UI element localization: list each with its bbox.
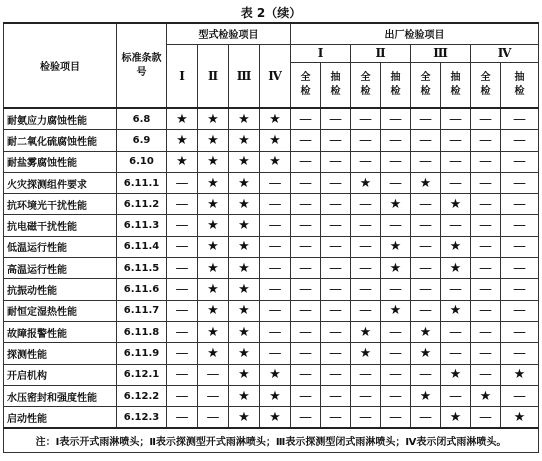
row-mark: — — [321, 130, 351, 151]
row-mark: — — [291, 321, 321, 342]
footnote: 注：Ⅰ表示开式雨淋喷头；Ⅱ表示探测型开式雨淋喷头；Ⅲ表示探测型闭式雨淋喷头；Ⅳ表示闭式雨淋喷头。 — [4, 428, 539, 453]
table-body — [4, 108, 539, 428]
row-mark: — — [321, 321, 351, 342]
row-mark: ★ — [351, 343, 381, 364]
row-mark: — — [167, 172, 198, 193]
table-row — [4, 194, 539, 215]
row-mark: — — [471, 300, 501, 321]
row-mark: ★ — [229, 343, 260, 364]
row-mark: — — [381, 151, 411, 172]
row-mark: ★ — [381, 258, 411, 279]
row-mark: — — [411, 407, 441, 429]
row-mark: — — [441, 151, 471, 172]
row-mark: — — [321, 300, 351, 321]
row-clause: 6.11.6 — [117, 279, 167, 300]
table-row — [4, 407, 539, 429]
row-mark: ★ — [198, 172, 229, 193]
row-mark: ★ — [381, 194, 411, 215]
row-mark: — — [198, 385, 229, 406]
row-mark: ★ — [198, 215, 229, 236]
row-mark: — — [351, 364, 381, 385]
row-clause: 6.11.5 — [117, 258, 167, 279]
row-mark: — — [321, 215, 351, 236]
row-item-name: 耐恒定湿热性能 — [4, 300, 117, 321]
row-mark: ★ — [198, 300, 229, 321]
row-mark: ★ — [441, 364, 471, 385]
row-mark: — — [260, 172, 291, 193]
type-col-4: Ⅳ — [260, 44, 291, 108]
row-mark: — — [441, 172, 471, 193]
factory-full-2: 全检 — [351, 62, 381, 108]
row-clause: 6.9 — [117, 130, 167, 151]
row-mark: — — [167, 321, 198, 342]
row-mark: — — [167, 407, 198, 429]
row-mark: — — [501, 385, 539, 406]
row-mark: ★ — [441, 194, 471, 215]
row-mark: ★ — [167, 108, 198, 130]
table-row — [4, 130, 539, 151]
type-col-2: Ⅱ — [198, 44, 229, 108]
row-mark: — — [291, 236, 321, 257]
row-mark: ★ — [260, 364, 291, 385]
row-mark: — — [501, 300, 539, 321]
row-mark: — — [351, 300, 381, 321]
row-mark: — — [501, 172, 539, 193]
row-mark: — — [260, 279, 291, 300]
row-clause: 6.11.2 — [117, 194, 167, 215]
row-mark: — — [321, 236, 351, 257]
row-mark: — — [291, 215, 321, 236]
row-mark: — — [351, 215, 381, 236]
row-mark: — — [260, 194, 291, 215]
row-mark: — — [411, 279, 441, 300]
row-mark: — — [441, 108, 471, 130]
row-mark: — — [381, 364, 411, 385]
header-type-test: 型式检验项目 — [167, 23, 291, 44]
factory-group-2: Ⅱ — [351, 44, 411, 62]
row-mark: — — [441, 385, 471, 406]
row-mark: — — [441, 279, 471, 300]
row-item-name: 低温运行性能 — [4, 236, 117, 257]
table-row — [4, 364, 539, 385]
table-row — [4, 151, 539, 172]
row-mark: — — [351, 236, 381, 257]
row-item-name: 故障报警性能 — [4, 321, 117, 342]
row-mark: ★ — [229, 215, 260, 236]
row-mark: — — [291, 151, 321, 172]
row-mark: ★ — [229, 385, 260, 406]
row-mark: — — [351, 258, 381, 279]
row-mark: ★ — [441, 236, 471, 257]
row-mark: — — [411, 108, 441, 130]
row-mark: — — [441, 130, 471, 151]
row-mark: — — [381, 407, 411, 429]
row-mark: — — [321, 364, 351, 385]
row-mark: — — [411, 194, 441, 215]
row-mark: ★ — [198, 130, 229, 151]
row-mark: — — [291, 300, 321, 321]
row-mark: ★ — [411, 172, 441, 193]
row-mark: — — [471, 151, 501, 172]
row-mark: — — [411, 151, 441, 172]
row-mark: ★ — [411, 321, 441, 342]
row-mark: — — [321, 172, 351, 193]
inspection-table — [3, 22, 539, 453]
row-mark: — — [471, 343, 501, 364]
header-factory-test: 出厂检验项目 — [291, 23, 539, 44]
row-mark: ★ — [198, 258, 229, 279]
row-mark: — — [501, 321, 539, 342]
row-mark: — — [291, 108, 321, 130]
factory-full-3: 全检 — [411, 62, 441, 108]
row-mark: — — [441, 215, 471, 236]
row-mark: — — [381, 130, 411, 151]
row-mark: ★ — [198, 321, 229, 342]
row-mark: — — [411, 215, 441, 236]
row-mark: — — [381, 108, 411, 130]
row-mark: — — [501, 130, 539, 151]
row-mark: ★ — [260, 385, 291, 406]
row-mark: ★ — [441, 300, 471, 321]
factory-group-1: Ⅰ — [291, 44, 351, 62]
row-mark: — — [167, 236, 198, 257]
row-mark: — — [501, 258, 539, 279]
header-item: 检验项目 — [4, 23, 117, 108]
table-row — [4, 343, 539, 364]
table-row — [4, 215, 539, 236]
table-row — [4, 300, 539, 321]
type-col-3: Ⅲ — [229, 44, 260, 108]
row-mark: ★ — [260, 130, 291, 151]
row-clause: 6.12.1 — [117, 364, 167, 385]
row-mark: — — [167, 258, 198, 279]
type-col-1: Ⅰ — [167, 44, 198, 108]
row-mark: — — [471, 364, 501, 385]
row-clause: 6.11.8 — [117, 321, 167, 342]
row-mark: ★ — [441, 258, 471, 279]
row-mark: — — [167, 215, 198, 236]
row-mark: ★ — [441, 407, 471, 429]
row-mark: — — [471, 258, 501, 279]
factory-group-4: Ⅳ — [471, 44, 539, 62]
table-row — [4, 385, 539, 406]
row-mark: ★ — [501, 364, 539, 385]
row-mark: ★ — [381, 300, 411, 321]
row-mark: — — [471, 321, 501, 342]
table-row — [4, 236, 539, 257]
row-mark: — — [381, 343, 411, 364]
row-mark: ★ — [198, 151, 229, 172]
row-mark: — — [381, 215, 411, 236]
row-mark: — — [411, 258, 441, 279]
row-mark: — — [381, 172, 411, 193]
row-mark: — — [351, 385, 381, 406]
row-mark: — — [471, 194, 501, 215]
factory-group-3: Ⅲ — [411, 44, 471, 62]
row-mark: — — [167, 343, 198, 364]
row-mark: — — [291, 130, 321, 151]
row-mark: — — [501, 343, 539, 364]
row-mark: — — [167, 194, 198, 215]
row-mark: — — [291, 194, 321, 215]
row-mark: ★ — [411, 343, 441, 364]
row-mark: ★ — [229, 194, 260, 215]
row-mark: ★ — [260, 108, 291, 130]
factory-full-4: 全检 — [471, 62, 501, 108]
row-mark: — — [260, 258, 291, 279]
row-mark: — — [441, 343, 471, 364]
row-clause: 6.11.9 — [117, 343, 167, 364]
row-item-name: 耐二氧化硫腐蚀性能 — [4, 130, 117, 151]
row-clause: 6.8 — [117, 108, 167, 130]
row-mark: — — [291, 258, 321, 279]
factory-sample-4: 抽检 — [501, 62, 539, 108]
row-mark: ★ — [229, 279, 260, 300]
row-mark: — — [471, 172, 501, 193]
row-mark: ★ — [198, 194, 229, 215]
row-mark: — — [291, 343, 321, 364]
row-mark: ★ — [381, 236, 411, 257]
row-mark: ★ — [229, 236, 260, 257]
row-mark: ★ — [260, 407, 291, 429]
row-mark: — — [291, 407, 321, 429]
row-mark: ★ — [229, 151, 260, 172]
row-mark: — — [260, 236, 291, 257]
row-mark: — — [321, 407, 351, 429]
row-mark: — — [321, 108, 351, 130]
row-mark: — — [501, 279, 539, 300]
row-mark: — — [501, 236, 539, 257]
row-mark: ★ — [501, 407, 539, 429]
row-mark: ★ — [229, 300, 260, 321]
row-item-name: 高温运行性能 — [4, 258, 117, 279]
row-mark: — — [411, 236, 441, 257]
row-mark: ★ — [471, 385, 501, 406]
row-mark: — — [321, 194, 351, 215]
row-clause: 6.12.2 — [117, 385, 167, 406]
row-item-name: 启动性能 — [4, 407, 117, 429]
row-mark: — — [471, 215, 501, 236]
row-mark: — — [411, 300, 441, 321]
row-clause: 6.11.3 — [117, 215, 167, 236]
row-mark: ★ — [411, 385, 441, 406]
row-item-name: 耐氨应力腐蚀性能 — [4, 108, 117, 130]
row-mark: — — [351, 108, 381, 130]
row-clause: 6.11.1 — [117, 172, 167, 193]
table-row — [4, 108, 539, 130]
row-mark: ★ — [229, 172, 260, 193]
table-caption: 表 2（续） — [240, 6, 302, 20]
row-mark: — — [321, 343, 351, 364]
row-mark: — — [351, 407, 381, 429]
row-mark: — — [198, 364, 229, 385]
row-mark: — — [291, 364, 321, 385]
row-mark: ★ — [229, 407, 260, 429]
row-mark: — — [351, 151, 381, 172]
row-mark: — — [167, 279, 198, 300]
row-clause: 6.11.4 — [117, 236, 167, 257]
row-mark: ★ — [229, 364, 260, 385]
table-row — [4, 279, 539, 300]
row-mark: — — [411, 130, 441, 151]
row-mark: — — [441, 321, 471, 342]
row-mark: — — [381, 385, 411, 406]
row-mark: — — [167, 364, 198, 385]
row-mark: — — [260, 321, 291, 342]
factory-sample-1: 抽检 — [321, 62, 351, 108]
row-mark: ★ — [229, 321, 260, 342]
row-mark: ★ — [351, 172, 381, 193]
row-mark: — — [471, 108, 501, 130]
row-item-name: 抗环境光干扰性能 — [4, 194, 117, 215]
row-item-name: 探测性能 — [4, 343, 117, 364]
row-clause: 6.11.7 — [117, 300, 167, 321]
table-row — [4, 172, 539, 193]
row-mark: — — [471, 279, 501, 300]
row-clause: 6.10 — [117, 151, 167, 172]
row-mark: — — [471, 236, 501, 257]
table-row — [4, 258, 539, 279]
row-mark: — — [321, 385, 351, 406]
row-mark: — — [411, 364, 441, 385]
factory-full-1: 全检 — [291, 62, 321, 108]
row-mark: ★ — [351, 321, 381, 342]
factory-sample-2: 抽检 — [381, 62, 411, 108]
row-mark: — — [381, 321, 411, 342]
row-mark: ★ — [229, 130, 260, 151]
factory-sample-3: 抽检 — [441, 62, 471, 108]
row-mark: — — [198, 407, 229, 429]
row-mark: — — [167, 385, 198, 406]
row-mark: — — [501, 151, 539, 172]
row-mark: — — [501, 108, 539, 130]
row-mark: — — [321, 258, 351, 279]
row-mark: — — [291, 279, 321, 300]
row-mark: — — [291, 172, 321, 193]
row-mark: ★ — [167, 151, 198, 172]
row-mark: ★ — [260, 151, 291, 172]
row-mark: — — [381, 279, 411, 300]
row-mark: — — [471, 407, 501, 429]
row-item-name: 抗电磁干扰性能 — [4, 215, 117, 236]
row-item-name: 火灾探测组件要求 — [4, 172, 117, 193]
row-mark: ★ — [198, 343, 229, 364]
row-item-name: 开启机构 — [4, 364, 117, 385]
row-item-name: 抗振动性能 — [4, 279, 117, 300]
row-mark: — — [260, 300, 291, 321]
row-mark: — — [291, 385, 321, 406]
row-mark: — — [351, 130, 381, 151]
row-mark: — — [471, 130, 501, 151]
row-mark: ★ — [229, 258, 260, 279]
header-clause: 标准条款号 — [117, 23, 167, 108]
row-mark: ★ — [229, 108, 260, 130]
row-clause: 6.12.3 — [117, 407, 167, 429]
row-mark: ★ — [198, 279, 229, 300]
row-mark: ★ — [198, 236, 229, 257]
row-mark: — — [351, 279, 381, 300]
row-mark: — — [501, 194, 539, 215]
row-mark: ★ — [167, 130, 198, 151]
row-mark: — — [167, 300, 198, 321]
row-item-name: 水压密封和强度性能 — [4, 385, 117, 406]
row-mark: — — [260, 215, 291, 236]
row-mark: ★ — [198, 108, 229, 130]
row-mark: — — [501, 215, 539, 236]
row-mark: — — [351, 194, 381, 215]
row-mark: — — [260, 343, 291, 364]
table-row — [4, 321, 539, 342]
row-item-name: 耐盐雾腐蚀性能 — [4, 151, 117, 172]
row-mark: — — [321, 151, 351, 172]
row-mark: — — [321, 279, 351, 300]
